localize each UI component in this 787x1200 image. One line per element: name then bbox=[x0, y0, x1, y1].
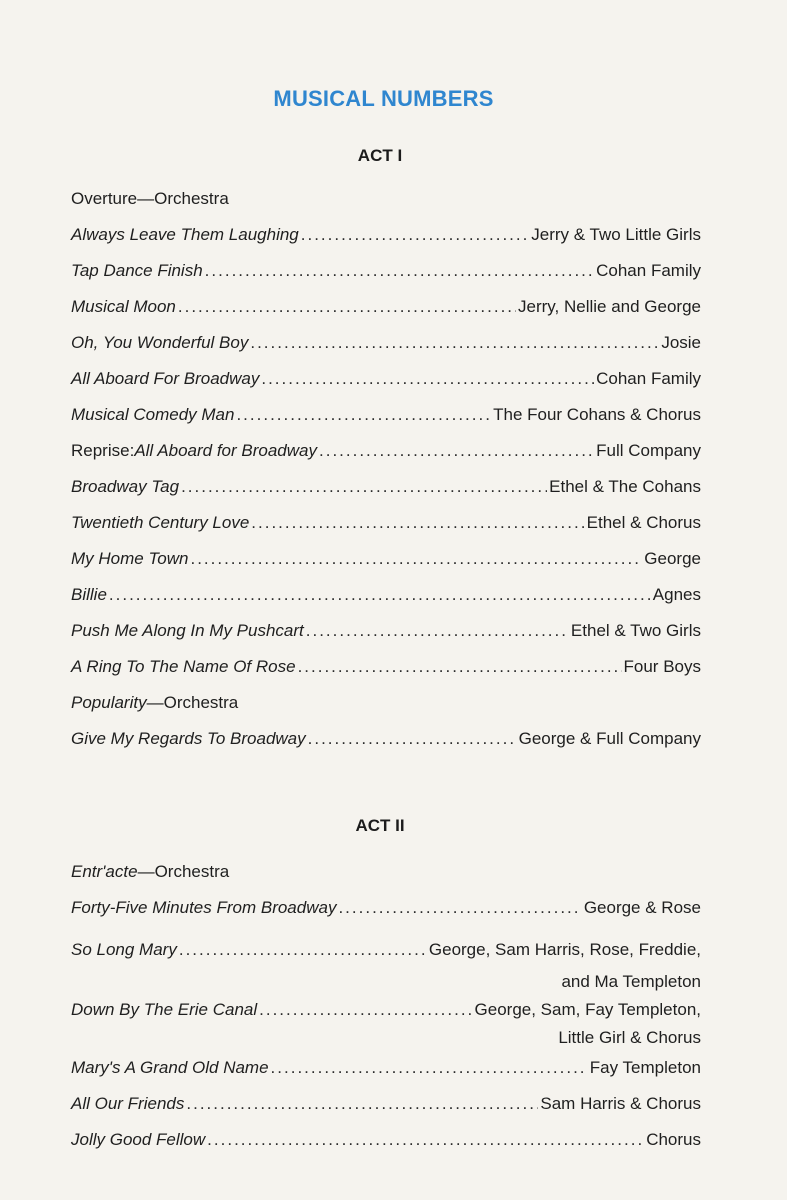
song-title: So Long Mary bbox=[71, 940, 177, 959]
dot-leader bbox=[301, 225, 530, 245]
dot-leader bbox=[186, 1094, 538, 1114]
song-title: Broadway Tag bbox=[71, 477, 180, 496]
dash-separator: — bbox=[146, 693, 164, 712]
song-title: Tap Dance Finish bbox=[71, 261, 203, 280]
performer: Sam Harris & Chorus bbox=[540, 1094, 701, 1113]
musical-number-row bbox=[71, 621, 701, 657]
performer: Josie bbox=[661, 333, 701, 352]
dot-leader bbox=[308, 729, 517, 749]
musical-number-row bbox=[71, 549, 701, 585]
performer-line: George, Sam, Fay Templeton, bbox=[474, 1000, 701, 1019]
performer: George bbox=[644, 549, 701, 568]
song-title: Overture bbox=[71, 189, 138, 208]
dot-leader bbox=[250, 333, 659, 353]
dot-leader bbox=[179, 940, 427, 960]
song-title: All Aboard For Broadway bbox=[71, 369, 260, 388]
performer: George & Rose bbox=[583, 898, 701, 917]
performer: Agnes bbox=[652, 585, 701, 604]
song-title: Musical Comedy Man bbox=[71, 405, 235, 424]
reprise-prefix: Reprise: bbox=[71, 441, 135, 460]
musical-number-row bbox=[71, 1058, 701, 1094]
musical-number-row bbox=[71, 693, 701, 729]
performer: The Four Cohans & Chorus bbox=[493, 405, 701, 424]
musical-number-row bbox=[71, 369, 701, 405]
musical-number-row bbox=[71, 405, 701, 441]
song-title: A Ring To The Name Of Rose bbox=[71, 657, 296, 676]
musical-number-row bbox=[71, 477, 701, 513]
musical-number-row bbox=[71, 261, 701, 297]
dot-leader bbox=[338, 898, 581, 918]
song-title: Push Me Along In My Pushcart bbox=[71, 621, 304, 640]
musical-number-row bbox=[71, 862, 701, 898]
musical-number-row bbox=[71, 898, 701, 934]
dot-leader bbox=[298, 657, 622, 677]
musical-number-row bbox=[71, 657, 701, 693]
musical-number-row bbox=[71, 996, 701, 1058]
performer: Fay Templeton bbox=[589, 1058, 701, 1077]
musical-number-row bbox=[71, 441, 701, 477]
performer: Four Boys bbox=[623, 657, 701, 676]
song-title: All Our Friends bbox=[71, 1094, 185, 1113]
song-title: Musical Moon bbox=[71, 297, 176, 316]
musical-number-row bbox=[71, 189, 701, 225]
dash-separator: — bbox=[137, 862, 155, 881]
song-title: Popularity bbox=[71, 693, 147, 712]
performer-multiline bbox=[429, 934, 701, 998]
dot-leader bbox=[261, 369, 594, 389]
dot-leader bbox=[190, 549, 642, 569]
dot-leader bbox=[207, 1130, 644, 1150]
song-title: Forty-Five Minutes From Broadway bbox=[71, 898, 337, 917]
performer: Ethel & Two Girls bbox=[570, 621, 701, 640]
song-title: Give My Regards To Broadway bbox=[71, 729, 306, 748]
performer: Ethel & Chorus bbox=[586, 513, 701, 532]
performer-line: Little Girl & Chorus bbox=[558, 1028, 701, 1047]
musical-number-row bbox=[71, 1130, 701, 1166]
dot-leader bbox=[306, 621, 569, 641]
dash-separator: — bbox=[137, 189, 155, 208]
page-title: MUSICAL NUMBERS bbox=[273, 86, 494, 111]
song-title: Jolly Good Fellow bbox=[71, 1130, 206, 1149]
dot-leader bbox=[259, 1000, 472, 1020]
dot-leader bbox=[319, 441, 594, 461]
musical-number-row bbox=[71, 225, 701, 261]
song-title: Billie bbox=[71, 585, 107, 604]
dot-leader bbox=[271, 1058, 588, 1078]
performer: Full Company bbox=[596, 441, 701, 460]
song-title: Mary's A Grand Old Name bbox=[71, 1058, 269, 1077]
musical-number-row bbox=[71, 934, 701, 996]
performer-multiline bbox=[475, 996, 701, 1052]
performer: Orchestra bbox=[154, 189, 229, 208]
act-1-heading: ACT I bbox=[357, 146, 403, 165]
song-title: Oh, You Wonderful Boy bbox=[71, 333, 249, 352]
act-1-numbers-list bbox=[71, 189, 701, 765]
musical-number-row bbox=[71, 1094, 701, 1130]
musical-number-row bbox=[71, 729, 701, 765]
performer: Ethel & The Cohans bbox=[549, 477, 701, 496]
dot-leader bbox=[236, 405, 491, 425]
performer: Chorus bbox=[646, 1130, 701, 1149]
dot-leader bbox=[178, 297, 516, 317]
act-2-numbers-list bbox=[71, 862, 701, 1166]
musical-number-row bbox=[71, 513, 701, 549]
song-title: Down By The Erie Canal bbox=[71, 1000, 258, 1019]
performer: Jerry & Two Little Girls bbox=[531, 225, 701, 244]
song-title: Twentieth Century Love bbox=[71, 513, 250, 532]
dot-leader bbox=[109, 585, 651, 605]
song-title: Entr'acte bbox=[71, 862, 138, 881]
performer: Orchestra bbox=[154, 862, 230, 881]
performer: Cohan Family bbox=[596, 261, 701, 280]
dot-leader bbox=[181, 477, 547, 497]
dot-leader bbox=[205, 261, 594, 281]
performer: Orchestra bbox=[163, 693, 239, 712]
dot-leader bbox=[251, 513, 584, 533]
performer: Jerry, Nellie and George bbox=[518, 297, 701, 316]
song-title: Always Leave Them Laughing bbox=[71, 225, 299, 244]
musical-number-row bbox=[71, 297, 701, 333]
musical-number-row bbox=[71, 585, 701, 621]
song-title: All Aboard for Broadway bbox=[134, 441, 317, 460]
act-2-heading: ACT II bbox=[355, 816, 405, 835]
performer-line: George, Sam Harris, Rose, Freddie, bbox=[428, 940, 701, 959]
performer: George & Full Company bbox=[518, 729, 701, 748]
song-title: My Home Town bbox=[71, 549, 189, 568]
musical-number-row bbox=[71, 333, 701, 369]
performer: Cohan Family bbox=[596, 369, 701, 388]
performer-line: and Ma Templeton bbox=[561, 972, 701, 991]
